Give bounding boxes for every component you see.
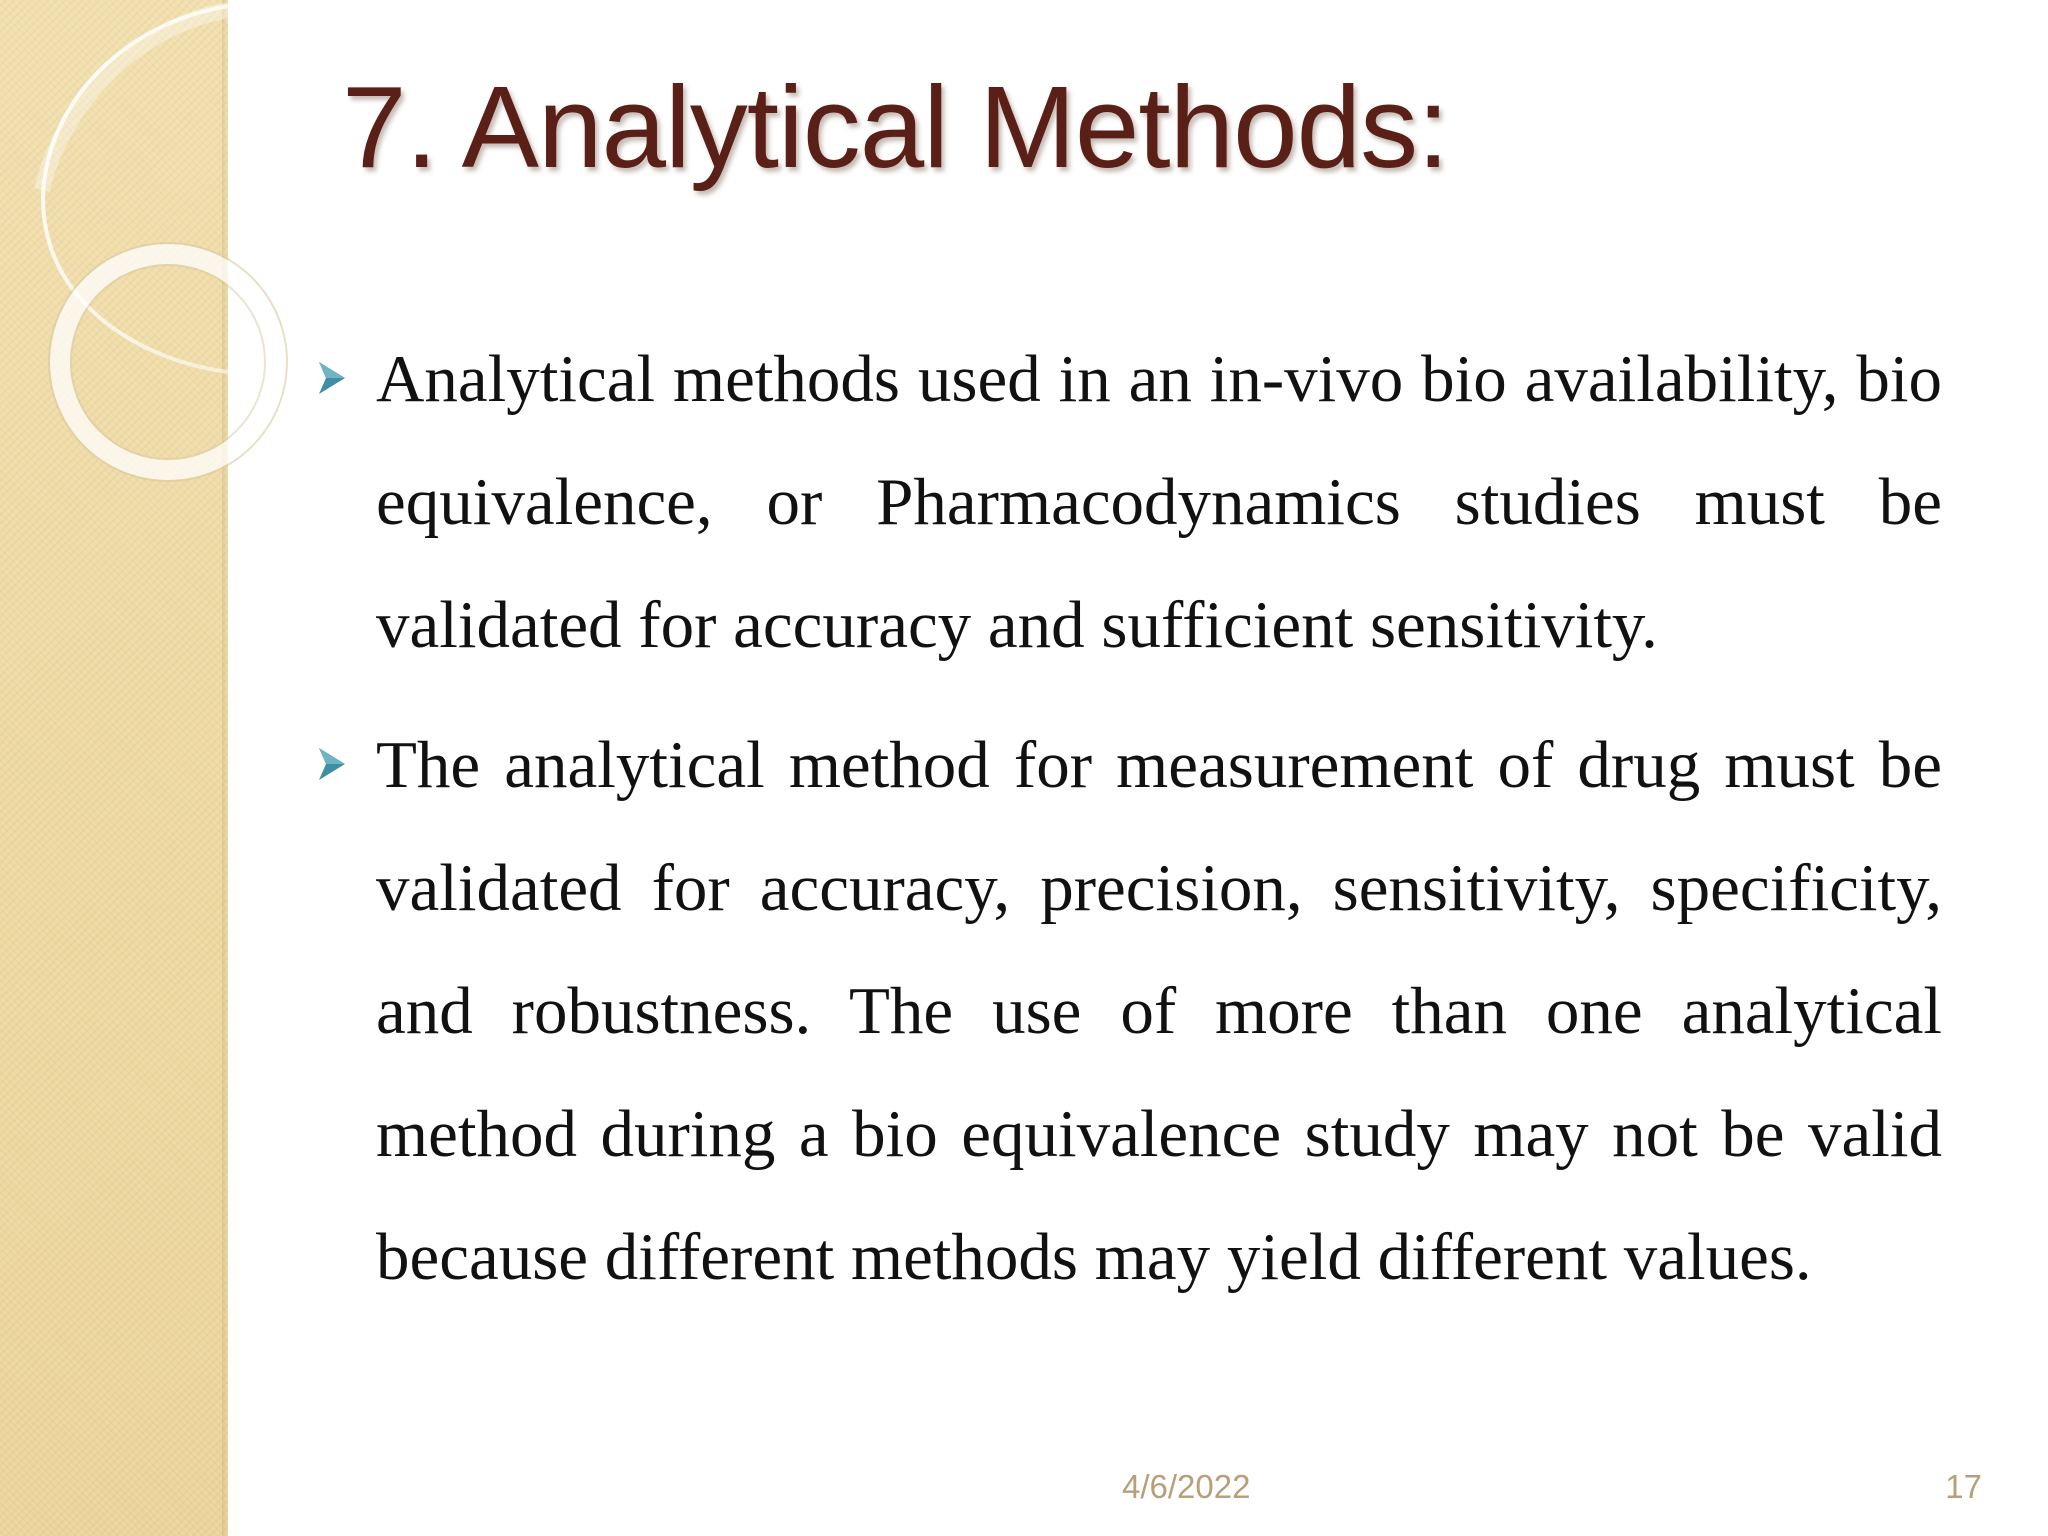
arrowhead-bullet-icon [316,359,348,397]
bullet-item-2 [316,704,1942,1319]
small-ring [60,254,276,470]
slide-title: 7. Analytical Methods: [342,62,1449,192]
arrowhead-bullet-icon [316,745,348,783]
bullet-list [316,318,1942,1319]
small-ring-inner-outline [71,265,265,459]
footer-date: 4/6/2022 [1122,1468,1251,1505]
bullet-text-1: Analytical methods used in an in-vivo bio availability, bio equivalence, or Pharmacodynamics studies must be validated for accuracy and sufficient sensitivity. [376,342,1942,662]
bullet-text-2: The analytical method for measurement of drug must be validated for accuracy, precision, sensitivity, specificity, and robustness. The use of more than one analytical method during a bio equivalence study may not be valid because different methods may yield different values. [376,728,1942,1294]
bullet-item-1 [316,318,1942,687]
slide-page-number: 17 [1945,1468,1982,1505]
large-ring-inner-glow [42,10,228,190]
